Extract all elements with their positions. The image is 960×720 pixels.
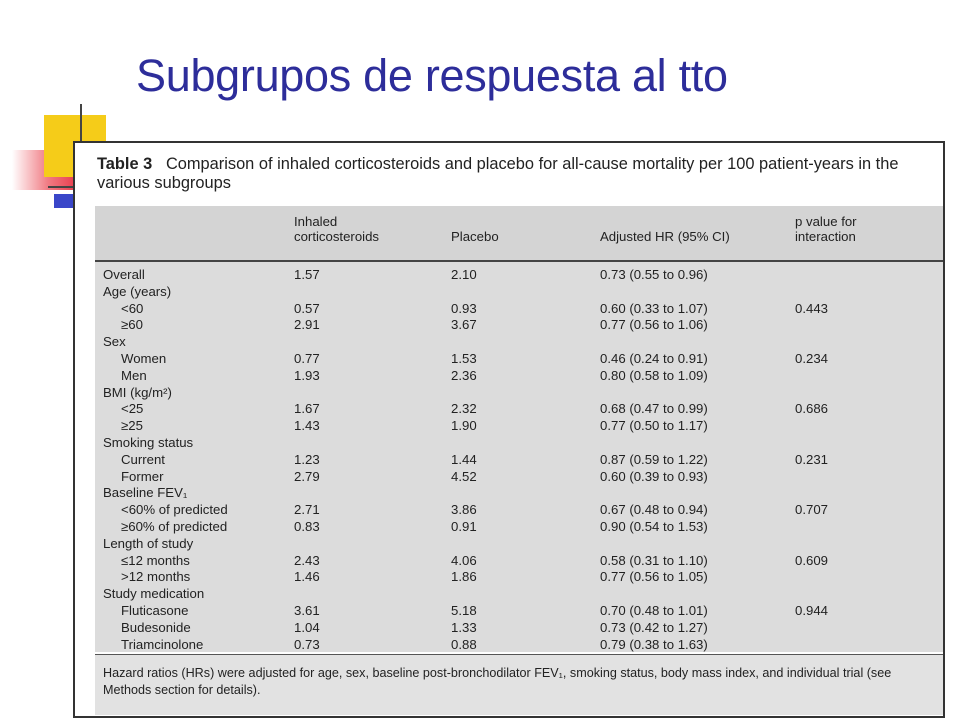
cell-hr: 0.67 (0.48 to 0.94): [600, 502, 708, 518]
cell-placebo: 3.67: [451, 317, 477, 333]
cell-hr: 0.77 (0.50 to 1.17): [600, 418, 708, 434]
table-row: [95, 602, 943, 619]
table-row: [95, 636, 943, 653]
cell-inhaled: 0.57: [294, 300, 320, 316]
cell-inhaled: 1.93: [294, 367, 320, 383]
cell-inhaled: 1.46: [294, 569, 320, 585]
header-p-value: p value for interaction: [795, 214, 857, 244]
table-row: [95, 434, 943, 451]
row-label: Sex: [103, 334, 126, 350]
table-row: [95, 400, 943, 417]
table-row: [95, 451, 943, 468]
cell-placebo: 1.44: [451, 451, 477, 467]
row-label: ≥60% of predicted: [121, 519, 228, 534]
table-caption-text: Comparison of inhaled corticosteroids and placebo for all-cause mortality per 100 patient-years in the various subgroups: [97, 155, 899, 192]
table-label: Table 3: [97, 155, 153, 173]
row-label: Length of study: [103, 535, 194, 551]
cell-hr: 0.80 (0.58 to 1.09): [600, 367, 708, 383]
row-label: Former: [121, 468, 164, 484]
cell-p-value: 0.686: [795, 401, 829, 417]
cell-p-value: 0.231: [795, 451, 829, 467]
table-row: [95, 316, 943, 333]
table-row: [95, 266, 943, 283]
table-image-panel: [73, 141, 945, 718]
table-row: [95, 384, 943, 401]
cell-p-value: 0.944: [795, 603, 829, 618]
cell-placebo: 0.88: [451, 636, 477, 652]
cell-inhaled: 3.61: [294, 603, 320, 618]
cell-hr: 0.79 (0.38 to 1.63): [600, 636, 708, 652]
header-placebo: Placebo: [451, 229, 499, 244]
row-label: <60: [121, 300, 144, 316]
table-row: [95, 333, 943, 350]
cell-inhaled: 1.04: [294, 619, 320, 635]
cell-p-value: 0.234: [795, 351, 829, 366]
cell-inhaled: 1.43: [294, 418, 320, 434]
table-row: [95, 283, 943, 300]
cell-inhaled: 2.91: [294, 317, 320, 333]
table-header: [95, 206, 943, 262]
cell-placebo: 1.53: [451, 351, 477, 366]
cell-placebo: 5.18: [451, 603, 477, 618]
row-label: Women: [121, 351, 167, 366]
row-label: ≥25: [121, 418, 143, 434]
cell-placebo: 3.86: [451, 502, 477, 518]
table-row: [95, 468, 943, 485]
row-label: Fluticasone: [121, 603, 189, 618]
cell-placebo: 1.86: [451, 569, 477, 585]
cell-placebo: 2.36: [451, 367, 477, 383]
cell-hr: 0.90 (0.54 to 1.53): [600, 519, 708, 534]
table-row: [95, 367, 943, 384]
table-footnote-area: [95, 654, 943, 715]
cell-hr: 0.70 (0.48 to 1.01): [600, 603, 708, 618]
cell-hr: 0.60 (0.33 to 1.07): [600, 300, 708, 316]
row-label: Study medication: [103, 586, 205, 602]
cell-hr: 0.68 (0.47 to 0.99): [600, 401, 708, 417]
cell-inhaled: 1.57: [294, 267, 320, 282]
cell-hr: 0.73 (0.55 to 0.96): [600, 267, 708, 282]
cell-inhaled: 1.23: [294, 451, 320, 467]
table-row: [95, 552, 943, 569]
cell-hr: 0.73 (0.42 to 1.27): [600, 619, 708, 635]
row-label: >12 months: [121, 569, 191, 585]
cell-p-value: 0.707: [795, 502, 829, 518]
header-adjusted-hr: Adjusted HR (95% CI): [600, 229, 730, 244]
cell-inhaled: 0.73: [294, 636, 320, 652]
cell-hr: 0.87 (0.59 to 1.22): [600, 451, 708, 467]
row-label: Current: [121, 451, 165, 467]
header-inhaled-corticosteroids: Inhaled corticosteroids: [294, 214, 380, 244]
cell-inhaled: 2.71: [294, 502, 320, 518]
table-row: [95, 501, 943, 518]
table-row: [95, 417, 943, 434]
cell-inhaled: 1.67: [294, 401, 320, 417]
cell-placebo: 4.52: [451, 468, 477, 484]
table-row: [95, 568, 943, 585]
table-footnote: Hazard ratios (HRs) were adjusted for age, sex, baseline post-bronchodilator FEV₁, smoking status, body mass index, and individual trial (see Methods section for details).: [103, 666, 892, 697]
row-label: ≤12 months: [121, 552, 190, 568]
cell-hr: 0.77 (0.56 to 1.06): [600, 317, 708, 333]
cell-placebo: 2.32: [451, 401, 477, 417]
cell-placebo: 2.10: [451, 267, 477, 282]
slide-title: Subgrupos de respuesta al tto: [136, 50, 728, 101]
row-label: Age (years): [103, 283, 172, 299]
cell-hr: 0.58 (0.31 to 1.10): [600, 552, 708, 568]
cell-placebo: 0.91: [451, 519, 477, 534]
cell-inhaled: 0.77: [294, 351, 320, 366]
row-label: <25: [121, 401, 144, 417]
cell-placebo: 4.06: [451, 552, 477, 568]
table-row: [95, 535, 943, 552]
row-label: Overall: [103, 267, 145, 282]
table-body: [95, 262, 943, 652]
row-label: Budesonide: [121, 619, 191, 635]
row-label: ≥60: [121, 317, 143, 333]
cell-placebo: 1.33: [451, 619, 477, 635]
row-label: Baseline FEV₁: [103, 485, 188, 501]
row-label: Men: [121, 367, 147, 383]
row-label: <60% of predicted: [121, 502, 228, 518]
cell-inhaled: 2.79: [294, 468, 320, 484]
cell-placebo: 1.90: [451, 418, 477, 434]
cell-inhaled: 2.43: [294, 552, 320, 568]
table-row: [95, 619, 943, 636]
cell-hr: 0.60 (0.39 to 0.93): [600, 468, 708, 484]
table-row: [95, 484, 943, 501]
table-row: [95, 585, 943, 602]
row-label: Triamcinolone: [121, 636, 204, 652]
row-label: Smoking status: [103, 435, 194, 450]
cell-hr: 0.46 (0.24 to 0.91): [600, 351, 708, 366]
table-row: [95, 518, 943, 535]
cell-placebo: 0.93: [451, 300, 477, 316]
table-row: [95, 350, 943, 367]
cell-hr: 0.77 (0.56 to 1.05): [600, 569, 708, 585]
cell-p-value: 0.609: [795, 552, 829, 568]
cell-p-value: 0.443: [795, 300, 829, 316]
row-label: BMI (kg/m²): [103, 384, 172, 400]
table-caption: [97, 155, 927, 193]
cell-inhaled: 0.83: [294, 519, 320, 534]
table-row: [95, 300, 943, 317]
